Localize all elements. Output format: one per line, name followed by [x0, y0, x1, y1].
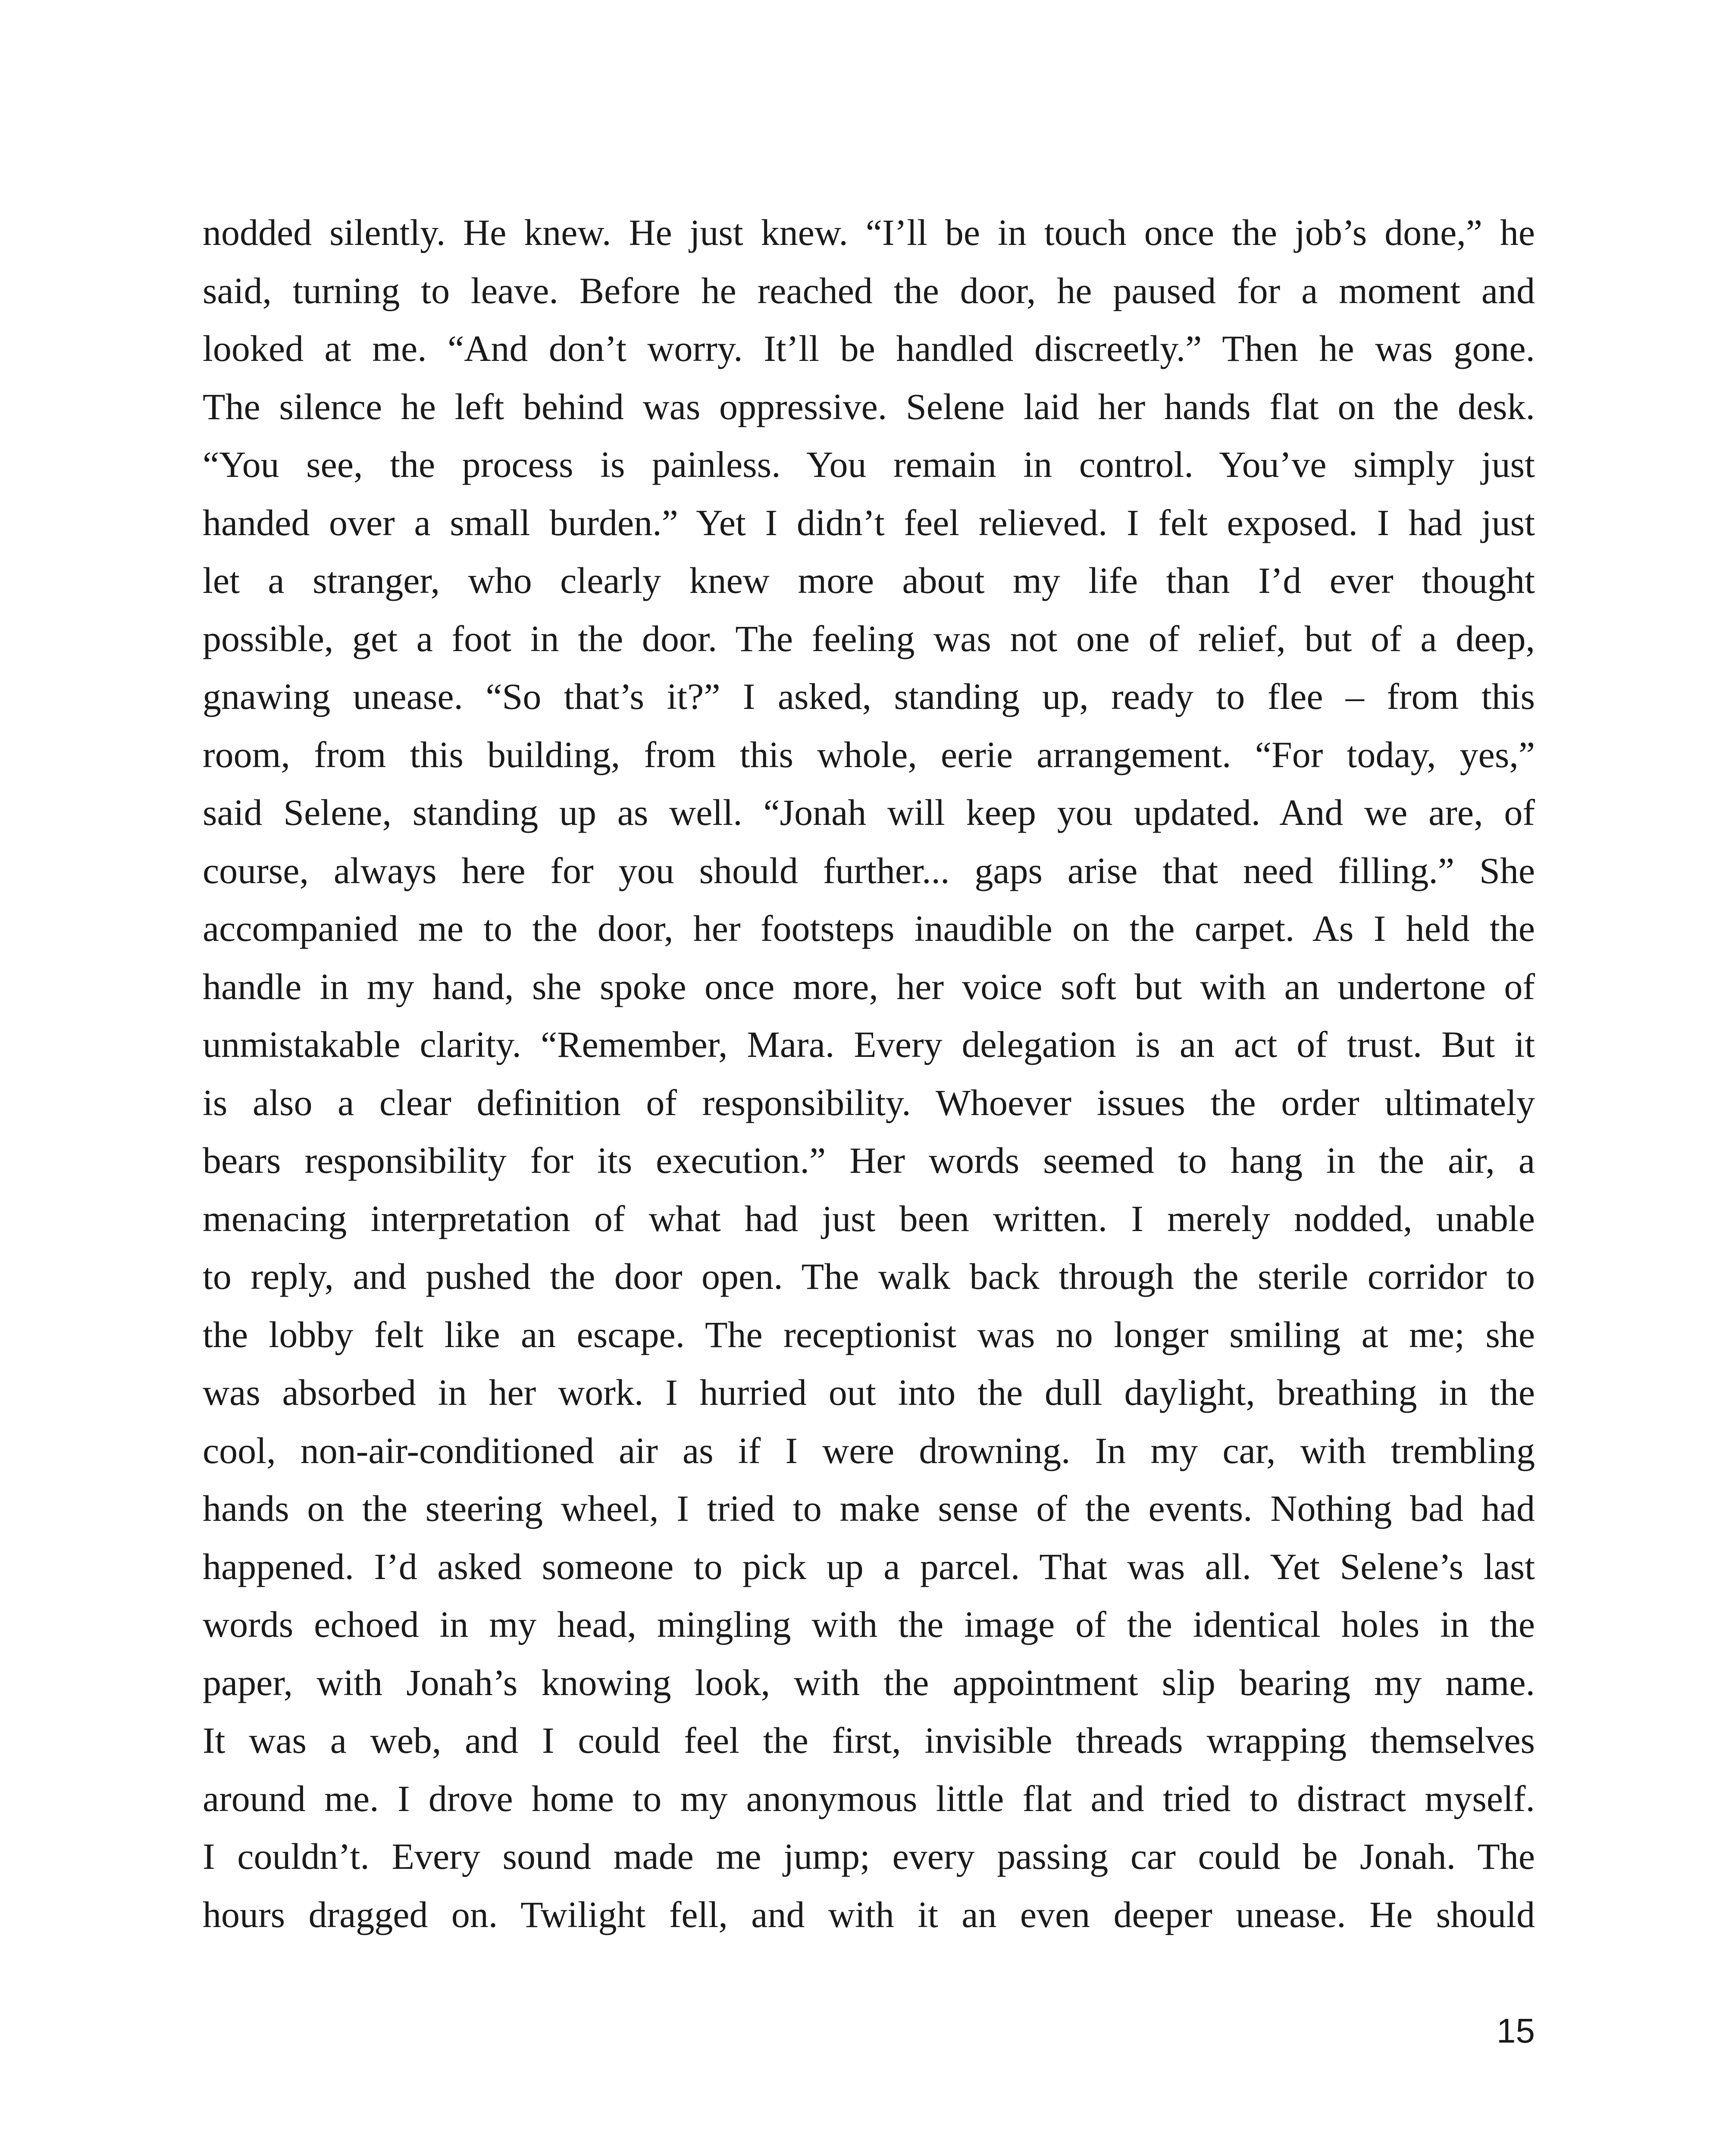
text-line: said Selene, standing up as well. “Jonah will keep you updated. And we are, of [203, 792, 1535, 833]
text-line: room, from this building, from this whole, eerie arrangement. “For today, yes,” [203, 733, 1535, 775]
text-line: nodded silently. He knew. He just knew. “I’ll be in touch once the job’s done,” he [203, 212, 1535, 253]
body-text [203, 204, 1535, 1943]
text-line: gnawing unease. “So that’s it?” I asked, standing up, ready to flee – from this [203, 676, 1535, 717]
text-line: bears responsibility for its execution.” Her words seemed to hang in the air, a [203, 1140, 1535, 1181]
text-line: was absorbed in her work. I hurried out into the dull daylight, breathing in the [203, 1372, 1535, 1413]
text-line: menacing interpretation of what had just been written. I merely nodded, unable [203, 1197, 1535, 1239]
text-line: happened. I’d asked someone to pick up a parcel. That was all. Yet Selene’s last [203, 1545, 1535, 1587]
text-line: around me. I drove home to my anonymous little flat and tried to distract myself. [203, 1777, 1535, 1819]
text-line: hands on the steering wheel, I tried to make sense of the events. Nothing bad had [203, 1488, 1535, 1529]
text-line: said, turning to leave. Before he reached the door, he paused for a moment and [203, 270, 1535, 311]
text-line: I couldn’t. Every sound made me jump; every passing car could be Jonah. The [203, 1836, 1535, 1877]
text-line: looked at me. “And don’t worry. It’ll be handled discreetly.” Then he was gone. [203, 328, 1535, 369]
text-line: cool, non-air-conditioned air as if I were drowning. In my car, with trembling [203, 1429, 1535, 1471]
text-line: unmistakable clarity. “Remember, Mara. Every delegation is an act of trust. But it [203, 1024, 1535, 1065]
text-line: hours dragged on. Twilight fell, and with it an even deeper unease. He should [203, 1893, 1535, 1935]
text-line: words echoed in my head, mingling with the image of the identical holes in the [203, 1604, 1535, 1645]
text-line: possible, get a foot in the door. The feeling was not one of relief, but of a deep, [203, 617, 1535, 659]
text-line: It was a web, and I could feel the first, invisible threads wrapping themselves [203, 1720, 1535, 1761]
text-line: The silence he left behind was oppressive. Selene laid her hands flat on the desk. [203, 385, 1535, 427]
text-line: “You see, the process is painless. You remain in control. You’ve simply just [203, 444, 1535, 485]
text-line: handed over a small burden.” Yet I didn’t feel relieved. I felt exposed. I had just [203, 501, 1535, 543]
text-line: paper, with Jonah’s knowing look, with the appointment slip bearing my name. [203, 1661, 1535, 1703]
text-line: let a stranger, who clearly knew more about my life than I’d ever thought [203, 560, 1535, 601]
text-line: handle in my hand, she spoke once more, her voice soft but with an undertone of [203, 965, 1535, 1007]
text-line: is also a clear definition of responsibility. Whoever issues the order ultimately [203, 1081, 1535, 1123]
page-number: 15 [1497, 2012, 1535, 2050]
text-line: course, always here for you should further... gaps arise that need filling.” She [203, 849, 1535, 891]
text-line: the lobby felt like an escape. The receptionist was no longer smiling at me; she [203, 1313, 1535, 1355]
text-line: accompanied me to the door, her footsteps inaudible on the carpet. As I held the [203, 908, 1535, 949]
text-line: to reply, and pushed the door open. The walk back through the sterile corridor to [203, 1256, 1535, 1297]
